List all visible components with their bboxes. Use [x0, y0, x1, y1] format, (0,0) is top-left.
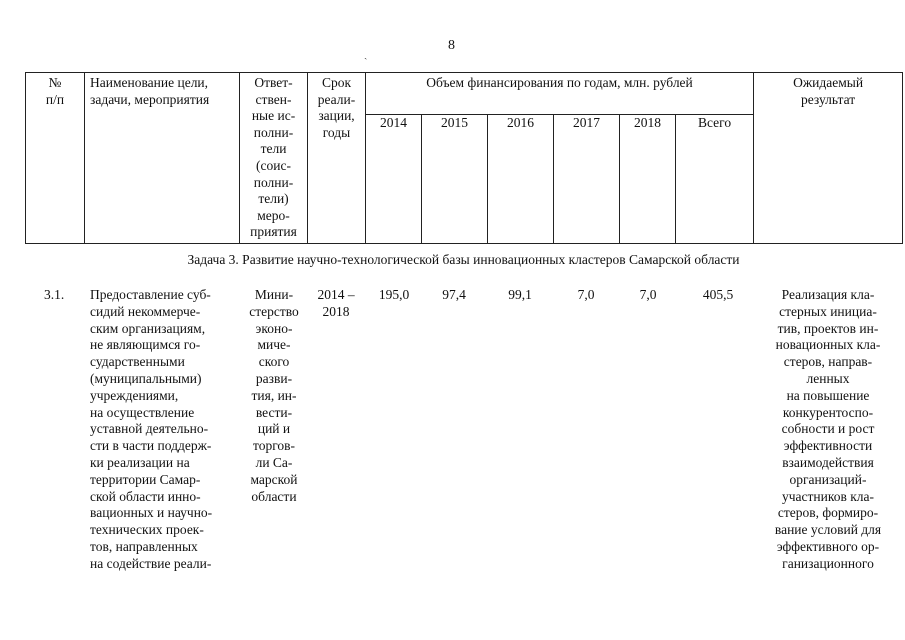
row-value-2014: 195,0 — [378, 287, 410, 302]
text-line: Мини- — [254, 287, 294, 302]
text-line: стеров, направ- — [783, 354, 873, 370]
text-line: ленных — [806, 370, 850, 386]
text-line: меро- — [257, 207, 290, 223]
header-term — [308, 73, 366, 244]
row-term — [312, 287, 360, 321]
header-year-total: Всего — [676, 114, 754, 243]
text-line: Срок — [321, 75, 352, 90]
text-line: стерство — [249, 303, 299, 319]
text-line: годы — [322, 124, 351, 140]
row-name — [90, 287, 238, 573]
text-line: разви- — [255, 370, 293, 386]
header-year-2018: 2018 — [620, 114, 676, 243]
row-value-2015: 97,4 — [442, 287, 466, 302]
text-line: приятия — [250, 224, 297, 240]
text-line: сидий некоммерче- — [90, 303, 201, 319]
header-year-2014: 2014 — [366, 114, 422, 243]
text-line: миче- — [257, 337, 291, 353]
text-line: ским организациям, — [90, 320, 206, 336]
text-line: вационных и научно- — [90, 505, 213, 521]
text-line: ли Са- — [255, 454, 293, 470]
text-line: Наименование цели, — [90, 75, 209, 90]
text-line: ского — [258, 354, 290, 370]
text-line: учреждениями, — [90, 387, 179, 403]
text-line: ки реализации на — [90, 454, 190, 470]
text-line: уставной деятельно- — [90, 421, 209, 437]
text-line: ций и — [257, 421, 291, 437]
text-line: марской — [250, 471, 298, 487]
row-value-2016: 99,1 — [508, 287, 532, 302]
text-line: новационных кла- — [775, 337, 881, 353]
text-line: эффективности — [783, 438, 873, 454]
text-line: не являющимся го- — [90, 337, 201, 353]
text-line: на осуществление — [90, 404, 195, 420]
text-line: 2014 – — [317, 287, 355, 302]
header-year-2015: 2015 — [422, 114, 488, 243]
text-line: полни- — [253, 124, 294, 140]
header-result — [754, 73, 903, 244]
text-line: торгов- — [252, 438, 296, 454]
scan-speck: ˏ — [364, 49, 368, 60]
text-line: ской области инно- — [90, 488, 201, 504]
text-line: организаций- — [789, 471, 867, 487]
text-line: тия, ин- — [251, 387, 297, 403]
header-year-2016: 2016 — [488, 114, 554, 243]
text-line: вание условий для — [774, 522, 882, 538]
text-line: Предоставление суб- — [90, 287, 211, 302]
text-line: стерных инициа- — [779, 303, 877, 319]
text-line: (соис- — [256, 157, 291, 173]
text-line: стеров, формиро- — [777, 505, 879, 521]
text-line: области — [251, 488, 297, 504]
text-line: Ожидаемый — [793, 75, 864, 90]
text-line: зации, — [318, 108, 355, 124]
header-financing: Объем финансирования по годам, млн. рублей — [366, 73, 754, 115]
text-line: № — [48, 75, 62, 90]
text-line: участников кла- — [781, 488, 875, 504]
text-line: тели — [260, 141, 287, 157]
text-line: задачи, мероприятия — [90, 91, 210, 107]
row-value-2017: 7,0 — [577, 287, 595, 302]
text-line: сти в части поддерж- — [90, 438, 212, 454]
row-value-2018: 7,0 — [639, 287, 657, 302]
text-line: Реализация кла- — [781, 287, 875, 302]
text-line: вести- — [255, 404, 293, 420]
text-line: Ответ- — [254, 75, 293, 90]
text-line: эффективного ор- — [776, 538, 880, 554]
row-value-total: 405,5 — [702, 287, 734, 302]
text-line: на повышение — [786, 387, 870, 403]
text-line: тели) — [258, 191, 289, 207]
text-line: технических проек- — [90, 522, 204, 538]
text-line: тив, проектов ин- — [777, 320, 879, 336]
text-line: территории Самар- — [90, 471, 201, 487]
header-year-2017: 2017 — [554, 114, 620, 243]
text-line: полни- — [253, 174, 294, 190]
text-line: ные ис- — [251, 108, 296, 124]
text-line: результат — [801, 91, 856, 107]
text-line: эконо- — [255, 320, 293, 336]
task-title: Задача 3. Развитие научно-технологической базы инновационных кластеров Самарской области — [187, 252, 740, 267]
text-line: ганизационного — [782, 555, 874, 571]
text-line: тов, направленных — [90, 538, 198, 554]
text-line: на содействие реали- — [90, 555, 212, 571]
text-line: п/п — [45, 91, 65, 107]
text-line: (муниципальными) — [90, 370, 202, 386]
header-num — [26, 73, 85, 244]
text-line: ствен- — [255, 91, 292, 107]
row-number: 3.1. — [44, 287, 65, 302]
text-line: 2018 — [322, 303, 350, 319]
text-line: собности и рост — [781, 421, 875, 437]
table-header — [25, 72, 903, 244]
page-number: 8 — [448, 38, 455, 53]
header-executors — [240, 73, 308, 244]
text-line: взаимодействия — [782, 454, 874, 470]
row-result — [762, 287, 894, 573]
text-line: реали- — [317, 91, 356, 107]
text-line: сударственными — [90, 354, 185, 370]
header-name — [85, 73, 240, 244]
text-line: конкурентоспо- — [782, 404, 874, 420]
row-executors — [244, 287, 304, 505]
